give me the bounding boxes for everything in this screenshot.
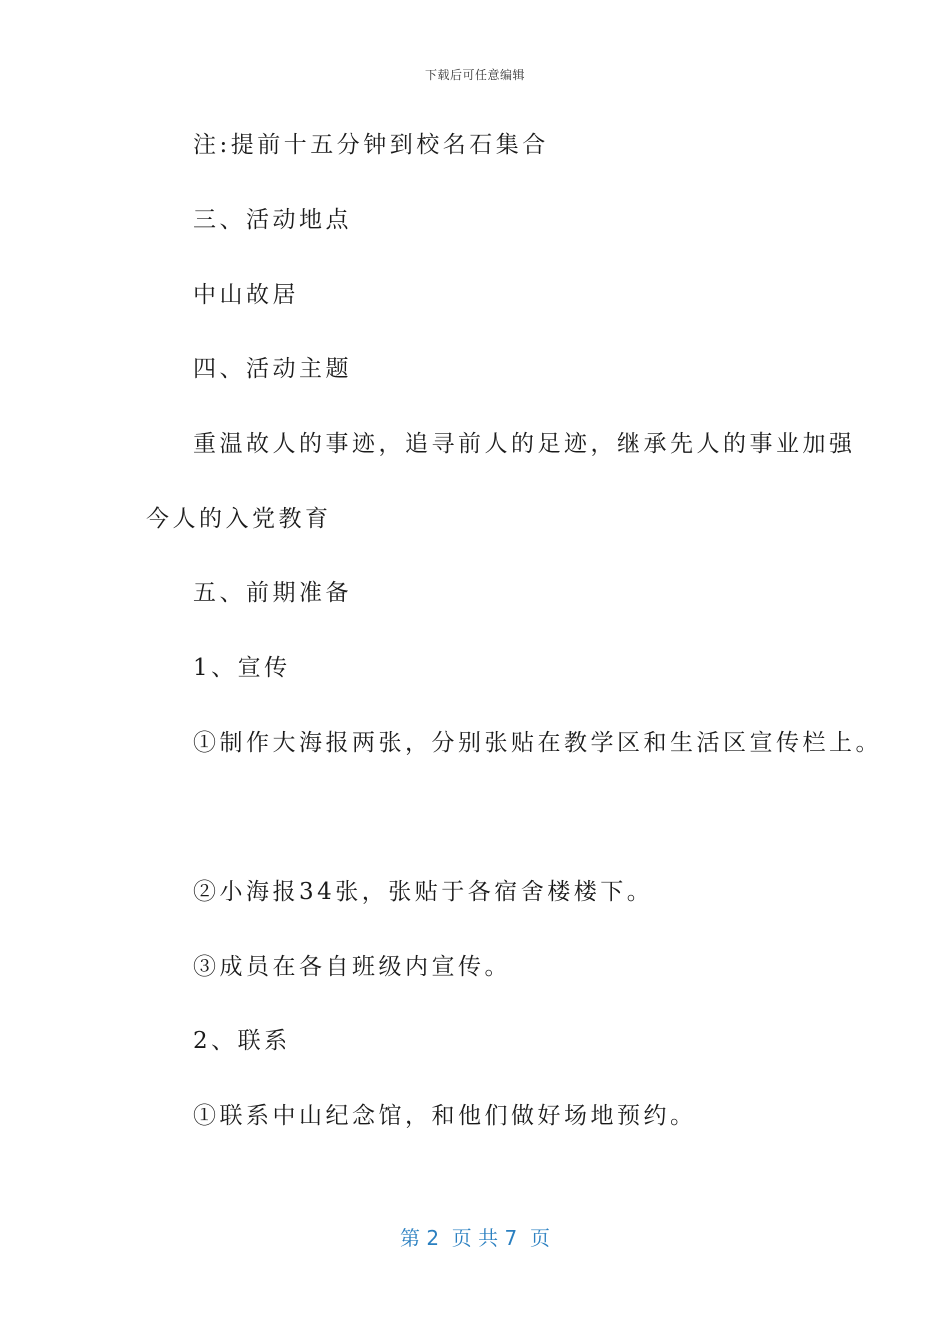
heading-activity-theme: 四、活动主题 — [193, 356, 352, 382]
text-line-theme-cont: 今人的入党教育 — [146, 506, 332, 532]
text-line-poster-large: ①制作大海报两张，分别张贴在教学区和生活区宣传栏上。 — [193, 730, 882, 756]
text-line-class-publicity: ③成员在各自班级内宣传。 — [193, 954, 511, 980]
subheading-contact: 2、联系 — [193, 1028, 291, 1054]
subheading-publicity: 1、宣传 — [193, 655, 291, 681]
text-line-poster-small: ②小海报34张，张贴于各宿舍楼楼下。 — [193, 879, 654, 905]
page-number: 第 2 页 共 7 页 — [400, 1226, 550, 1250]
header-note: 下载后可任意编辑 — [424, 68, 525, 82]
text-line-theme: 重温故人的事迹，追寻前人的足迹，继承先人的事业加强 — [193, 431, 856, 457]
text-line-contact-memorial: ①联系中山纪念馆，和他们做好场地预约。 — [193, 1103, 697, 1129]
text-line-note: 注:提前十五分钟到校名石集合 — [193, 132, 549, 158]
heading-preparation: 五、前期准备 — [193, 580, 352, 606]
heading-activity-location: 三、活动地点 — [193, 207, 352, 233]
text-line-location: 中山故居 — [193, 282, 299, 308]
